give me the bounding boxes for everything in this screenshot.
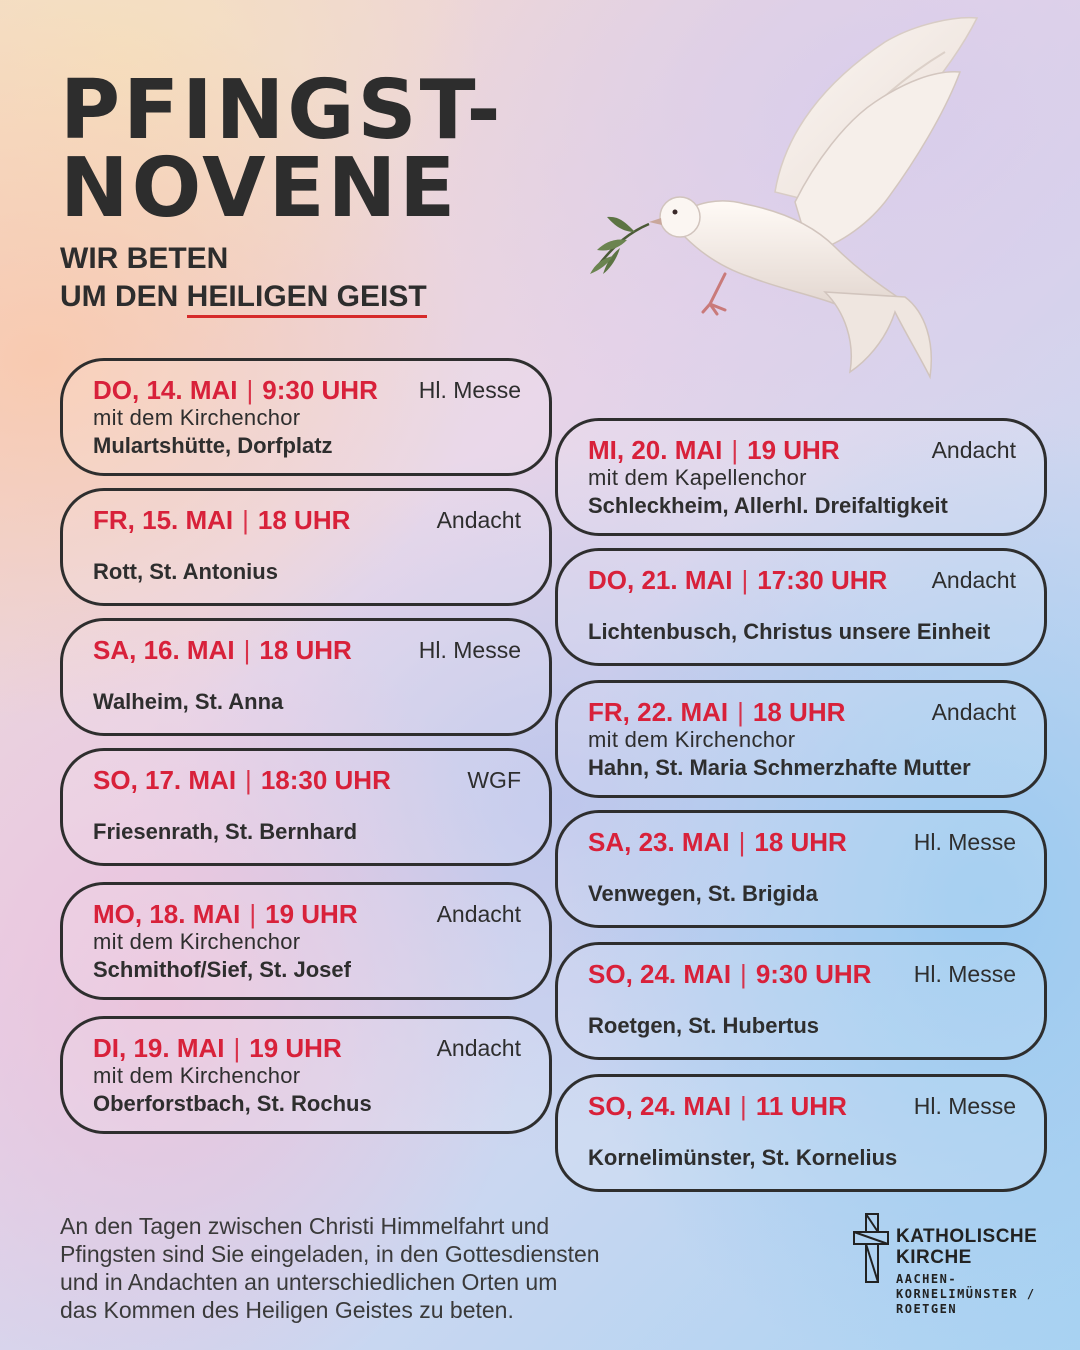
event-date: SO, 24. MAI xyxy=(588,1091,732,1121)
event-datetime xyxy=(93,1033,342,1064)
dove-image xyxy=(585,12,985,392)
event-place: Schleckheim, Allerhl. Dreifaltigkeit xyxy=(588,493,948,518)
footer-line: An den Tagen zwischen Christi Himmelfahrt und xyxy=(60,1213,550,1239)
event-type: Andacht xyxy=(931,699,1016,725)
separator: | xyxy=(738,827,746,857)
event-type: WGF xyxy=(467,767,521,793)
event-date: SA, 23. MAI xyxy=(588,827,730,857)
event-time: 9:30 UHR xyxy=(755,959,872,989)
event-date: MI, 20. MAI xyxy=(588,435,723,465)
event-type: Hl. Messe xyxy=(418,377,521,403)
event-card xyxy=(60,618,552,736)
subtitle xyxy=(60,240,427,316)
event-time: 19 UHR xyxy=(265,899,358,929)
church-logo xyxy=(852,1210,1052,1320)
separator: | xyxy=(740,1091,747,1121)
event-place: Venwegen, St. Brigida xyxy=(588,881,818,906)
event-card xyxy=(555,942,1047,1060)
event-time: 17:30 UHR xyxy=(757,565,888,595)
event-type: Andacht xyxy=(931,567,1016,593)
logo-sub-line-1: AACHEN- xyxy=(896,1272,958,1286)
event-type: Hl. Messe xyxy=(418,637,521,663)
event-place: Kornelimünster, St. Kornelius xyxy=(588,1145,898,1170)
logo-title xyxy=(896,1226,1037,1268)
event-datetime xyxy=(588,959,871,990)
event-datetime xyxy=(93,505,350,536)
subtitle-line-2 xyxy=(60,278,427,316)
footer-text xyxy=(60,1212,760,1324)
event-date: SA, 16. MAI xyxy=(93,635,235,665)
event-card xyxy=(555,810,1047,928)
event-note: mit dem Kapellenchor xyxy=(588,465,807,490)
separator: | xyxy=(246,375,254,405)
event-time: 18 UHR xyxy=(257,505,351,535)
event-note: mit dem Kirchenchor xyxy=(93,929,301,954)
separator: | xyxy=(740,959,747,989)
separator: | xyxy=(741,565,749,595)
event-card xyxy=(60,748,552,866)
event-card xyxy=(555,548,1047,666)
event-place: Roetgen, St. Hubertus xyxy=(588,1013,820,1038)
footer-line: Pfingsten sind Sie eingeladen, in den Gottesdiensten xyxy=(60,1241,600,1267)
event-time: 19 UHR xyxy=(747,435,840,465)
event-datetime xyxy=(588,697,845,728)
logo-title-line-1: KATHOLISCHE xyxy=(896,1226,1038,1247)
event-type: Hl. Messe xyxy=(913,961,1016,987)
event-datetime xyxy=(93,635,352,666)
event-date: FR, 22. MAI xyxy=(588,697,729,727)
event-time: 18 UHR xyxy=(752,697,846,727)
event-datetime xyxy=(93,765,391,796)
separator: | xyxy=(242,505,249,535)
logo-title-line-2: KIRCHE xyxy=(896,1247,972,1268)
separator: | xyxy=(233,1033,241,1063)
event-datetime xyxy=(588,565,887,596)
event-card xyxy=(60,1016,552,1134)
event-card xyxy=(555,680,1047,798)
event-place: Schmithof/Sief, St. Josef xyxy=(93,957,351,982)
event-place: Hahn, St. Maria Schmerzhafte Mutter xyxy=(588,755,971,780)
event-time: 11 UHR xyxy=(755,1091,847,1121)
event-card xyxy=(60,488,552,606)
logo-sub-line-2: KORNELIMÜNSTER / xyxy=(896,1287,1036,1301)
event-time: 9:30 UHR xyxy=(262,375,378,405)
event-note: mit dem Kirchenchor xyxy=(93,405,301,430)
event-card xyxy=(555,418,1047,536)
cross-icon xyxy=(852,1212,890,1286)
event-time: 18 UHR xyxy=(754,827,847,857)
event-time: 18 UHR xyxy=(259,635,352,665)
event-type: Hl. Messe xyxy=(913,1093,1016,1119)
event-datetime xyxy=(93,375,378,406)
event-type: Andacht xyxy=(436,1035,521,1061)
event-place: Walheim, St. Anna xyxy=(93,689,284,714)
footer-line: und in Andachten an unterschiedlichen Orten um xyxy=(60,1269,558,1295)
event-type: Andacht xyxy=(436,507,521,533)
event-date: DI, 19. MAI xyxy=(93,1033,225,1063)
event-place: Oberforstbach, St. Rochus xyxy=(93,1091,372,1116)
event-type: Andacht xyxy=(436,901,521,927)
title-line-2: NOVENE xyxy=(60,141,459,236)
event-type: Andacht xyxy=(931,437,1016,463)
event-datetime xyxy=(588,827,847,858)
separator: | xyxy=(243,635,251,665)
event-date: FR, 15. MAI xyxy=(93,505,234,535)
logo-sub-line-3: ROETGEN xyxy=(896,1302,958,1316)
separator: | xyxy=(249,899,257,929)
event-place: Rott, St. Antonius xyxy=(93,559,278,584)
event-card xyxy=(555,1074,1047,1192)
event-date: SO, 24. MAI xyxy=(588,959,732,989)
separator: | xyxy=(737,697,744,727)
title-line-1: PFINGST- xyxy=(60,63,504,158)
event-datetime xyxy=(93,899,358,930)
event-type: Hl. Messe xyxy=(913,829,1016,855)
logo-subtitle xyxy=(896,1272,1036,1317)
event-datetime xyxy=(588,1091,847,1122)
event-note: mit dem Kirchenchor xyxy=(93,1063,301,1088)
event-card xyxy=(60,358,552,476)
event-place: Lichtenbusch, Christus unsere Einheit xyxy=(588,619,991,644)
event-date: SO, 17. MAI xyxy=(93,765,237,795)
event-place: Friesenrath, St. Bernhard xyxy=(93,819,358,844)
event-datetime xyxy=(588,435,840,466)
event-date: MO, 18. MAI xyxy=(93,899,241,929)
event-time: 19 UHR xyxy=(249,1033,342,1063)
page-title xyxy=(60,63,504,236)
separator: | xyxy=(245,765,252,795)
subtitle-line-1: WIR BETEN xyxy=(60,242,229,275)
footer-line: das Kommen des Heiligen Geistes zu beten. xyxy=(60,1297,514,1323)
event-place: Mulartshütte, Dorfplatz xyxy=(93,433,333,458)
event-date: DO, 14. MAI xyxy=(93,375,238,405)
subtitle-highlight: HEILIGEN GEIST xyxy=(187,280,427,318)
event-note: mit dem Kirchenchor xyxy=(588,727,796,752)
separator: | xyxy=(731,435,739,465)
event-date: DO, 21. MAI xyxy=(588,565,733,595)
subtitle-prefix: UM DEN xyxy=(60,280,187,313)
event-time: 18:30 UHR xyxy=(260,765,391,795)
event-card xyxy=(60,882,552,1000)
